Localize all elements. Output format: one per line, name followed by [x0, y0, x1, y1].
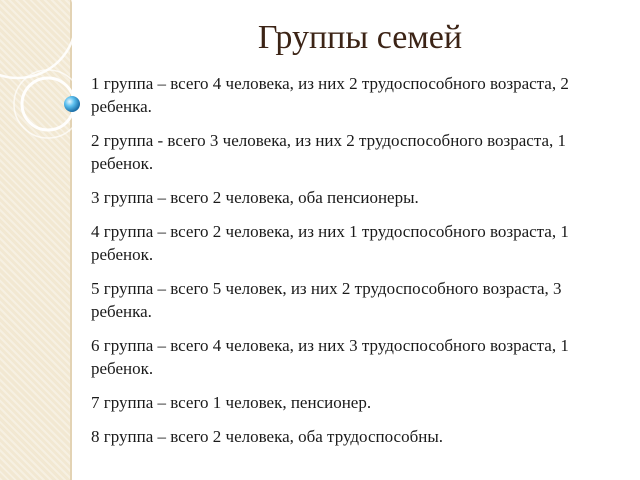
decorative-bead-icon — [64, 96, 80, 112]
list-item: 7 группа – всего 1 человек, пенсионер. — [91, 393, 372, 412]
list-item: 2 группа - всего 3 человека, из них 2 трудоспособного возраста, 1 ребенок. — [91, 131, 567, 173]
list-item: 6 группа – всего 4 человека, из них 3 трудоспособного возраста, 1 ребенок. — [91, 336, 569, 378]
list-item: 8 группа – всего 2 человека, оба трудоспособны. — [91, 427, 444, 446]
decorative-ring — [0, 0, 76, 78]
list-item: 5 группа – всего 5 человек, из них 2 трудоспособного возраста, 3 ребенка. — [91, 279, 562, 321]
family-groups-list — [91, 72, 621, 459]
list-item: 4 группа – всего 2 человека, из них 1 трудоспособного возраста, 1 ребенок. — [91, 222, 569, 264]
slide-title: Группы семей — [257, 19, 463, 56]
list-item: 3 группа – всего 2 человека, оба пенсионеры. — [91, 188, 419, 207]
list-item: 1 группа – всего 4 человека, из них 2 трудоспособного возраста, 2 ребенка. — [91, 74, 569, 116]
